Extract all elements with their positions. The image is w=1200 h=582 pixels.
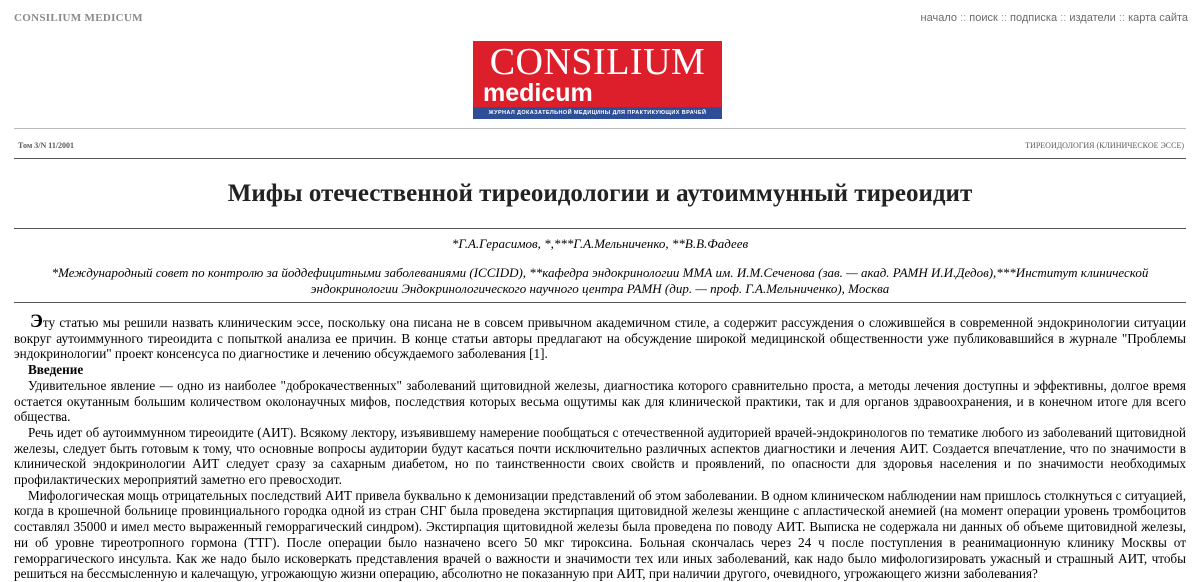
affiliation-divider [14, 302, 1186, 303]
title-divider-bottom [14, 228, 1186, 229]
site-name: CONSILIUM MEDICUM [14, 12, 143, 24]
author-affiliations: *Международный совет по контролю за йоддефицитными заболеваниями (ICCIDD), **кафедра эндокринологии ММА им. И.М.Сеченова (зав. — акад. РАМН И.И.Дедов),***Институт клинической эндокринологии Эндокринологического научного центра РАМН (дир. — проф. Г.А.Мельниченко), Москва [51, 265, 1149, 296]
nav-link-search[interactable]: поиск [969, 12, 998, 24]
article-title: Мифы отечественной тиреоидологии и аутоиммунный тиреоидит [227, 180, 973, 207]
section-heading-introduction: Введение [28, 362, 84, 378]
article-rubric: ТИРЕОИДОЛОГИЯ (КЛИНИЧЕСКОЕ ЭССЕ) [1025, 141, 1184, 150]
nav-separator: :: [960, 12, 967, 24]
header-divider [14, 128, 1186, 129]
article-body [14, 311, 1186, 582]
top-navigation [921, 12, 1188, 24]
dropcap-letter: Э [30, 311, 43, 332]
nav-link-publishers[interactable]: издатели [1069, 12, 1116, 24]
logo-tagline: ЖУРНАЛ ДОКАЗАТЕЛЬНОЙ МЕДИЦИНЫ ДЛЯ ПРАКТИКУЮЩИХ ВРАЧЕЙ [473, 107, 722, 119]
body-paragraph: Удивительное явление — одно из наиболее "доброкачественных" заболеваний щитовидной железы, диагностика которого сравнительно проста, а методы лечения доступны и эффективны, долгое время остается окутанным большим количеством околонаучных мифов, последствия которых весьма ощутимы как для клинической практики, так и для органов здравоохранения, и в конечном итоге для всего общества. [14, 377, 1186, 425]
nav-link-subscription[interactable]: подписка [1010, 12, 1058, 24]
intro-paragraph [14, 311, 1186, 362]
intro-text: ту статью мы решили назвать клиническим эссе, поскольку она писана не в совсем привычном академичном стиле, а содержит рассуждения о сложившейся в современной эндокринологии ситуации вокруг аутоиммунного тиреоидита с попыткой анализа ее причин. В конце статьи авторы предлагают на обсуждение широкой медицинской общественности уже публиковавшийся в журнале "Проблемы эндокринологии" проект консенсуса по диагностике и лечению обсуждаемого заболевания [1]. [14, 315, 1186, 362]
nav-separator: :: [1060, 12, 1067, 24]
logo-subtitle: medicum [483, 79, 593, 107]
title-divider-top [14, 158, 1186, 159]
logo-title: CONSILIUM [489, 41, 706, 83]
body-paragraph: Мифологическая мощь отрицательных последствий АИТ привела буквально к демонизации представлений об этом заболевании. В одном клиническом наблюдении нам пришлось столкнуться с ситуацией, когда в крошечной больнице провинциального городка одной из стран СНГ была проведена экстирпация щитовидной железы женщине с апластической анемией (на момент операции уровень тромбоцитов составлял 35000 и имел место выраженный геморрагический синдром). Экстирпация щитовидной железы была проведена по поводу АИТ. Выписка не содержала ни данных об объеме щитовидной железы, ни об уровне тиреотропного гормона (ТТГ). После операции было назначено всего 50 мкг тироксина. Больная скончалась через 24 ч после поступления в реанимационную клинику Москвы от геморрагического инсульта. Как же надо было исковеркать представления врачей о важности и значимости тех или иных заболеваний, как надо было мифологизировать ужасный и страшный АИТ, чтобы решиться на бессмысленную и калечащую, угрожающую жизни операцию, абсолютно не показанную при АИТ, при наличии другого, очевидного, угрожающего жизни заболевания? [14, 487, 1186, 582]
issue-number: Том 3/N 11/2001 [18, 141, 75, 150]
nav-separator: :: [1118, 12, 1125, 24]
nav-link-sitemap[interactable]: карта сайта [1128, 12, 1188, 24]
body-paragraph: Речь идет об аутоиммунном тиреоидите (АИТ). Всякому лектору, изъявившему намерение пообщаться с отечественной аудиторией врачей-эндокринологов по тематике любого из заболеваний щитовидной железы, следует быть готовым к тому, что основные вопросы аудитории будут касаться почти исключительно различных аспектов диагностики и лечения АИТ. Создается впечатление, что по значимости в клинической эндокринологии АИТ следует сразу за сахарным диабетом, но по таинственности своих свойств и проявлений, по опасности для здоровья населения и по значимости необходимых профилактических мероприятий заметно его превосходит. [14, 424, 1186, 488]
nav-link-home[interactable]: начало [920, 12, 958, 24]
nav-separator: :: [1000, 12, 1007, 24]
article-authors: *Г.А.Герасимов, *,***Г.А.Мельниченко, **В.В.Фадеев [451, 236, 749, 251]
consilium-medicum-logo[interactable] [473, 41, 722, 119]
